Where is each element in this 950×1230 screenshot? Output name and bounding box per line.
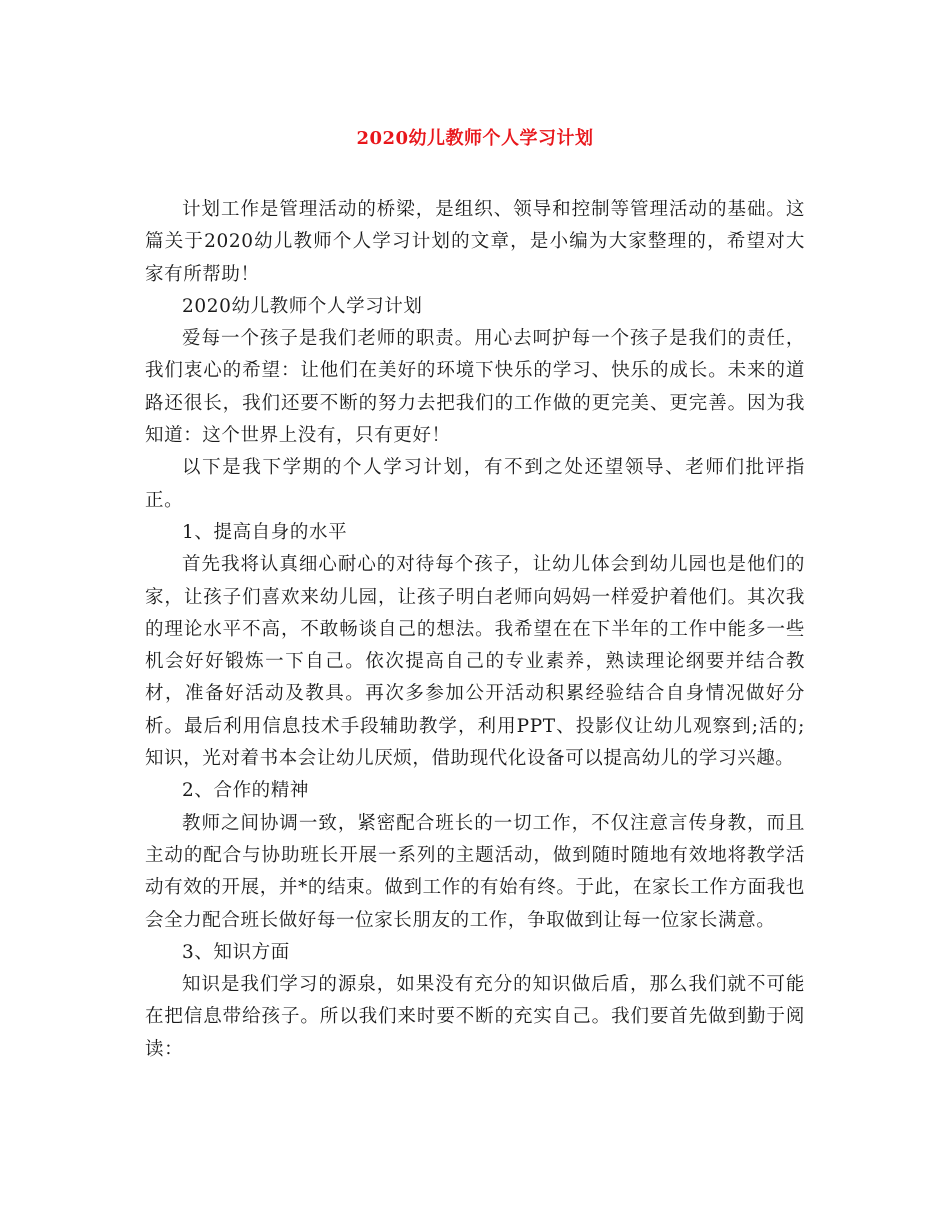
section-heading-3: 3、知识方面 xyxy=(182,941,290,963)
paragraph-section-3: 知识是我们学习的源泉，如果没有充分的知识做后盾，那么我们就不可能在把信息带给孩子。所以我们来时要不断的充实自己。我们要首先做到勤于阅读： xyxy=(145,974,805,1060)
section-heading-2: 2、合作的精神 xyxy=(182,780,309,802)
section-heading-1: 1、提高自身的水平 xyxy=(182,521,348,543)
paragraph-section-1: 首先我将认真细心耐心的对待每个孩子，让幼儿体会到幼儿园也是他们的家，让孩子们喜欢来幼儿园，让孩子明白老师向妈妈一样爱护着他们。其次我的理论水平不高，不敢畅谈自己的想法。我希望在在下半年的工作中能多一些机会好好锻炼一下自己。依次提高自己的专业素养，熟读理论纲要并结合教材，准备好活动及教具。再次多参加公开活动积累经验结合自身情况做好分析。最后利用信息技术手段辅助教学，利用PPT、投影仪让幼儿观察到;活的;知识，光对着书本会让幼儿厌烦，借助现代化设备可以提高幼儿的学习兴趣。 xyxy=(145,554,805,770)
paragraph-subtitle: 2020幼儿教师个人学习计划 xyxy=(182,295,423,317)
document-body xyxy=(145,194,805,1066)
paragraph-intro: 计划工作是管理活动的桥梁，是组织、领导和控制等管理活动的基础。这篇关于2020幼儿教师个人学习计划的文章，是小编为大家整理的，希望对大家有所帮助！ xyxy=(145,199,805,285)
paragraph-love-children: 爱每一个孩子是我们老师的职责。用心去呵护每一个孩子是我们的责任，我们衷心的希望：让他们在美好的环境下快乐的学习、快乐的成长。未来的道路还很长，我们还要不断的努力去把我们的工作做的更完美、更完善。因为我知道：这个世界上没有，只有更好！ xyxy=(145,328,805,447)
paragraph-section-2: 教师之间协调一致，紧密配合班长的一切工作，不仅注意言传身教，而且主动的配合与协助班长开展一系列的主题活动，做到随时随地有效地将教学活动有效的开展，并*的结束。做到工作的有始有终。于此，在家长工作方面我也会全力配合班长做好每一位家长朋友的工作，争取做到让每一位家长满意。 xyxy=(145,812,805,931)
document-title: 2020幼儿教师个人学习计划 xyxy=(356,128,594,149)
paragraph-plan-intro: 以下是我下学期的个人学习计划，有不到之处还望领导、老师们批评指正。 xyxy=(145,457,805,511)
